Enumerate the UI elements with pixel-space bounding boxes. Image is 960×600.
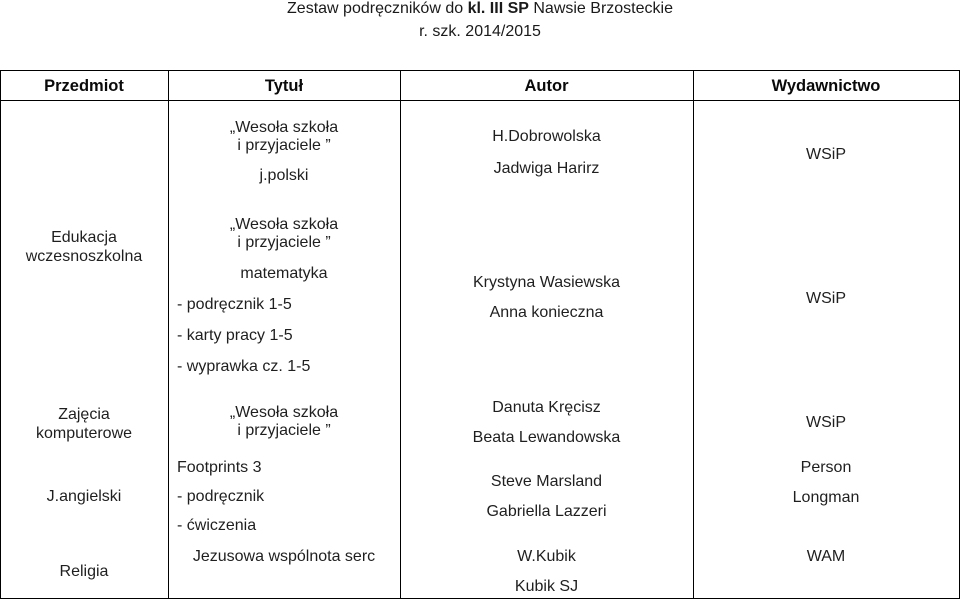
author-line: Anna konieczna (489, 304, 604, 321)
table-top-border (0, 70, 960, 71)
author-line: Danuta Kręcisz (492, 399, 601, 416)
column-header-publisher: Wydawnictwo (771, 77, 881, 95)
title-line: Jezusowa wspólnota serc (192, 548, 376, 565)
subject-line: Religia (59, 563, 109, 580)
author-line: W.Kubik (517, 548, 576, 565)
author-line: Jadwiga Harirz (493, 160, 600, 177)
publisher-line: WSiP (806, 414, 846, 431)
title-line: i przyjaciele ” (237, 422, 331, 439)
title-line: - wyprawka cz. 1-5 (177, 358, 311, 375)
title-prefix: Zestaw podręczników do (287, 0, 468, 17)
table-left-border (0, 70, 1, 599)
publisher-line: WSiP (806, 290, 846, 307)
author-line: Kubik SJ (514, 578, 579, 595)
column-header-author: Autor (524, 77, 569, 95)
column-header-title: Tytuł (264, 77, 304, 95)
document-title (0, 0, 960, 18)
title-line: „Wesoła szkoła (229, 404, 339, 421)
author-line: Gabriella Lazzeri (486, 503, 607, 520)
title-line: j.polski (259, 167, 309, 184)
column-header-subject: Przedmiot (44, 77, 124, 95)
title-line: - ćwiczenia (177, 517, 257, 534)
title-line: matematyka (240, 265, 328, 282)
title-line: - podręcznik 1-5 (177, 296, 292, 313)
title-line: i przyjaciele ” (237, 137, 331, 154)
subject-line: J.angielski (46, 488, 122, 505)
title-line: - karty pracy 1-5 (177, 327, 293, 344)
author-line: Steve Marsland (490, 473, 603, 490)
title-line: „Wesoła szkoła (229, 119, 339, 136)
author-line: Beata Lewandowska (472, 429, 621, 446)
publisher-line: WAM (806, 548, 846, 565)
publisher-line: Longman (792, 489, 860, 506)
subject-line: komputerowe (35, 425, 133, 442)
header-bottom-border (0, 100, 960, 101)
author-line: Krystyna Wasiewska (473, 274, 620, 291)
title-line: „Wesoła szkoła (229, 216, 339, 233)
table-bottom-border (0, 598, 960, 599)
subject-line: Zajęcia (58, 406, 110, 423)
author-line: H.Dobrowolska (492, 128, 601, 145)
title-line: Footprints 3 (177, 459, 262, 476)
title-class: kl. III SP (467, 0, 529, 17)
subject-line: wczesnoszkolna (25, 248, 143, 265)
publisher-line: WSiP (806, 146, 846, 163)
title-suffix: Nawsie Brzosteckie (528, 0, 673, 17)
title-line: i przyjaciele ” (237, 234, 331, 251)
school-year: r. szk. 2014/2015 (419, 23, 541, 40)
subject-line: Edukacja (51, 229, 117, 246)
publisher-line: Person (800, 459, 852, 476)
title-line: - podręcznik (177, 488, 265, 505)
